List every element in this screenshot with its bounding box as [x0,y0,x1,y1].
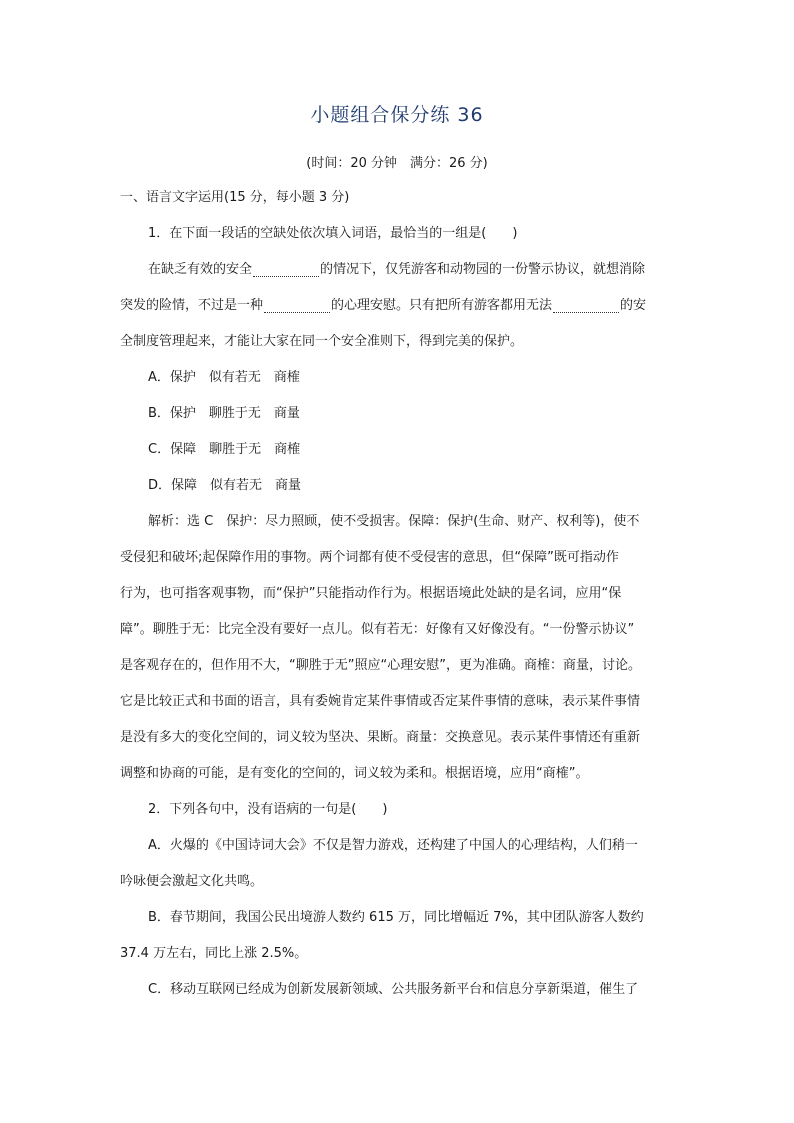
question-1-option-d[interactable]: D．保障 似有若无 商量 [148,478,302,493]
analysis-line: 解析：选 C 保护：尽力照顾，使不受损害。保障：保护(生命、财产、权利等)，使不 [148,514,640,529]
analysis-line: 它是比较正式和书面的语言，具有委婉肯定某件事情或否定某件事情的意味，表示某件事情 [120,694,641,709]
question-2-option-b-cont[interactable]: 37.4 万左右，同比上涨 2.5%。 [120,946,308,961]
page-title: 小题组合保分练 36 [310,104,484,126]
question-1-option-b[interactable]: B．保护 聊胜于无 商量 [148,406,300,421]
question-2-option-a-cont[interactable]: 吟咏便会激起文化共鸣。 [120,874,264,889]
analysis-line: 调整和协商的可能，是有变化的空间的，词义较为柔和。根据语境，应用“商榷”。 [120,766,589,781]
analysis-line: 受侵犯和破坏;起保障作用的事物。两个词都有使不受侵害的意思，但“保障”既可指动作 [120,550,619,565]
analysis-line: 行为，也可指客观事物，而“保护”只能指动作行为。根据语境此处缺的是名词，应用“保 [120,586,622,601]
question-2-stem: 2．下列各句中，没有语病的一句是( ) [148,802,388,817]
question-1-passage-line-2: 突发的险情，不过是一种 的心理安慰。只有把所有游客都用无法 的安 [120,298,647,313]
document-body [120,180,676,1008]
analysis-line: 障”。聊胜于无：比完全没有要好一点儿。似有若无：好像有又好像没有。“一份警示协议” [120,622,635,637]
question-1-stem: 1．在下面一段话的空缺处依次填入词语，最恰当的一组是( ) [148,226,518,241]
question-2-option-b[interactable]: B．春节期间，我国公民出境游人数约 615 万，同比增幅近 7%，其中团队游客人数约 [148,910,644,925]
question-1-passage-line-3: 全制度管理起来，才能让大家在同一个安全准则下，得到完美的保护。 [120,334,524,349]
question-1-option-c[interactable]: C．保障 聊胜于无 商榷 [148,442,301,457]
analysis-line: 是没有多大的变化空间的，词义较为坚决、果断。商量：交换意见。表示某件事情还有重新 [120,730,641,745]
question-2-option-c[interactable]: C．移动互联网已经成为创新发展新领域、公共服务新平台和信息分享新渠道，催生了 [148,982,639,997]
question-2-option-a[interactable]: A．火爆的《中国诗词大会》不仅是智力游戏，还构建了中国人的心理结构，人们稍一 [148,838,638,853]
question-1-passage-line-1: 在缺乏有效的安全 的情况下，仅凭游客和动物园的一份警示协议，就想消除 [148,262,646,277]
question-1-option-a[interactable]: A．保护 似有若无 商榷 [148,370,300,385]
fill-blank-3[interactable] [553,296,619,313]
section-heading: 一、语言文字运用(15 分，每小题 3 分) [120,190,350,205]
analysis-line: 是客观存在的，但作用不大，“聊胜于无”照应“心理安慰”，更为准确。商榷：商量，讨论。 [120,658,641,673]
page-subtitle: (时间：20 分钟 满分：26 分) [306,156,488,171]
fill-blank-1[interactable] [253,260,319,277]
fill-blank-2[interactable] [264,296,330,313]
